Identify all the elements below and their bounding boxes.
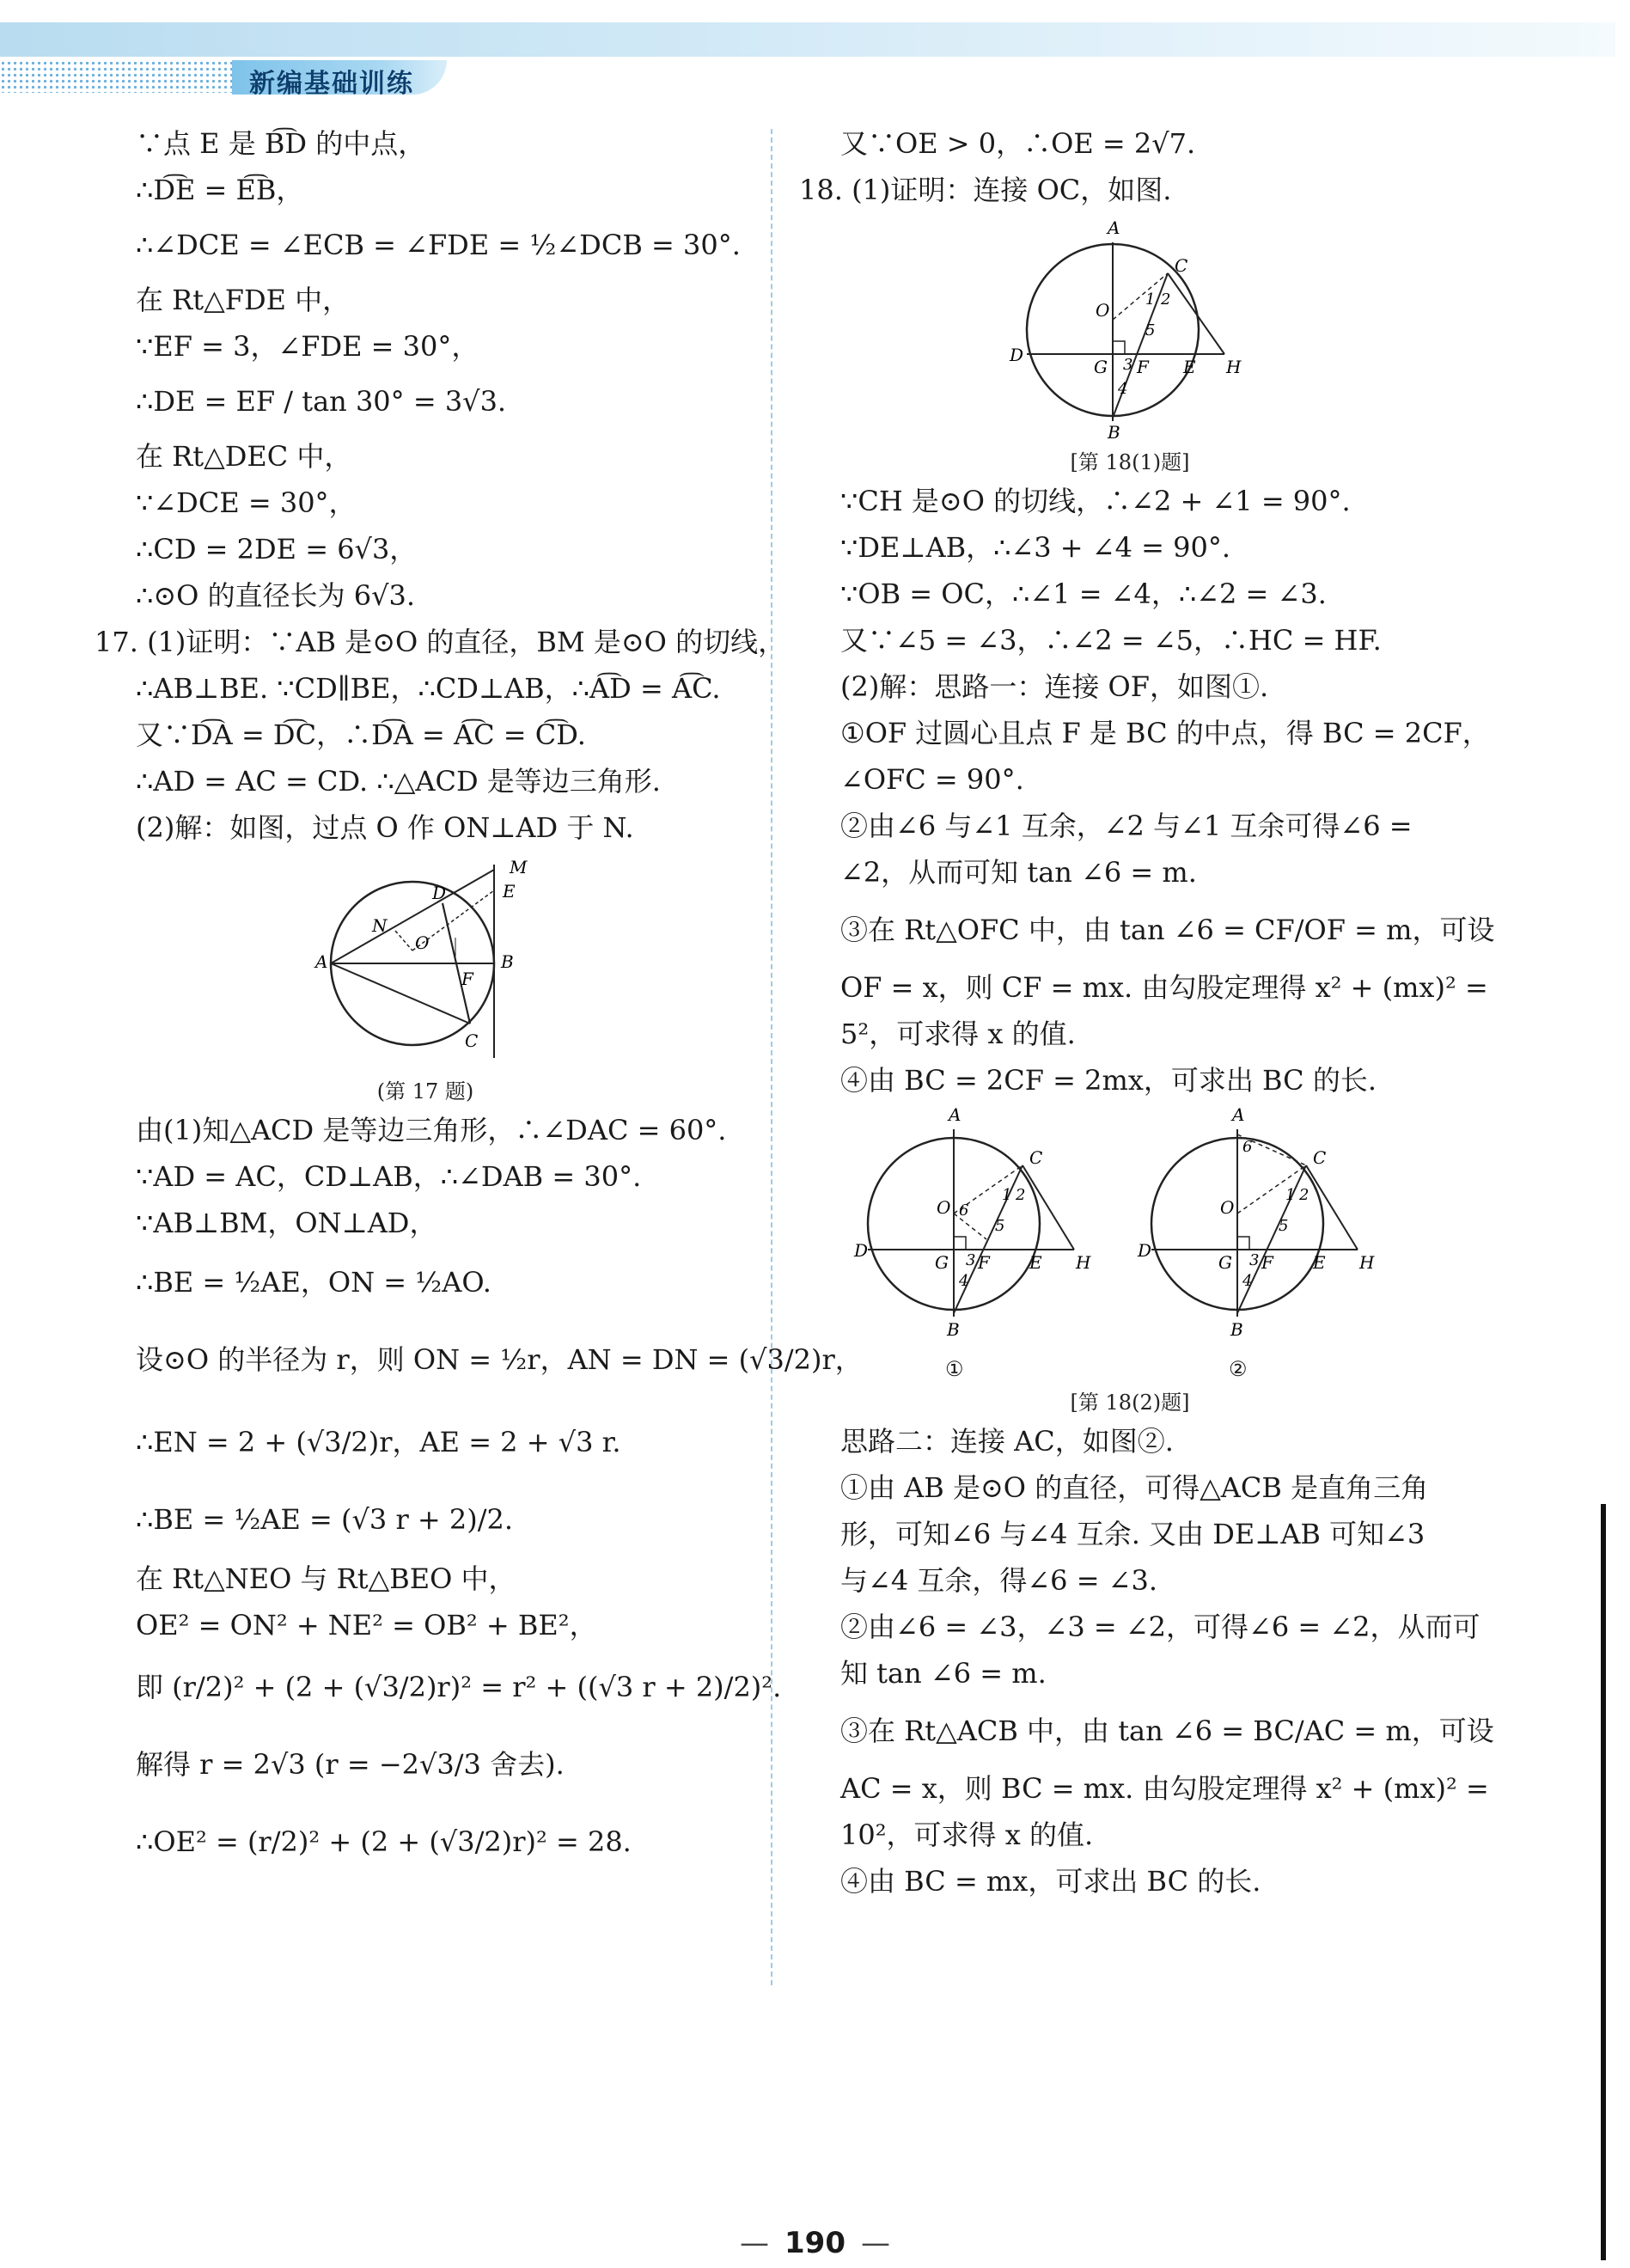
fig18-2a-label: G bbox=[935, 1252, 949, 1273]
fig18-1-label: B bbox=[1108, 422, 1120, 443]
figure-18-2-b bbox=[1138, 1103, 1401, 1344]
text-line: 又∵D͡A = D͡C，∴D͡A = A͡C = C͡D. bbox=[136, 718, 586, 751]
text-line: 知 tan ∠6 = m. bbox=[840, 1657, 1047, 1690]
text-line: ②由∠6 与∠1 互余，∠2 与∠1 互余可得∠6 = bbox=[840, 810, 1413, 842]
text-line: ∵OB = OC，∴∠1 = ∠4，∴∠2 = ∠3. bbox=[840, 578, 1327, 610]
text-line: ∵点 E 是 B͡D 的中点， bbox=[136, 127, 426, 160]
text-line: ∠OFC = 90°. bbox=[840, 763, 1024, 796]
text-line: 设⊙O 的半径为 r，则 ON = ½r，AN = DN = (√3/2)r， bbox=[136, 1343, 863, 1376]
text-line: 又∵OE > 0，∴OE = 2√7. bbox=[840, 127, 1196, 160]
fig18-1-label: 5 bbox=[1145, 321, 1156, 339]
text-line: ∴EN = 2 + (√3/2)r，AE = 2 + √3 r. bbox=[136, 1426, 621, 1458]
text-line: ∵∠DCE = 30°， bbox=[136, 486, 357, 519]
text-line: 5²，可求得 x 的值. bbox=[840, 1018, 1076, 1050]
fig17-label: F bbox=[461, 969, 473, 989]
figure-17 bbox=[314, 856, 537, 1071]
fig18-1-caption: [第 18(1)题] bbox=[1070, 450, 1190, 474]
text-line: ∴OE² = (r/2)² + (2 + (√3/2)r)² = 28. bbox=[136, 1825, 632, 1858]
fig18-2a-label: 5 bbox=[995, 1217, 1005, 1235]
fig18-1-label: 3 bbox=[1123, 356, 1133, 374]
page-number: — 190 — bbox=[740, 2226, 890, 2260]
text-line: OF = x，则 CF = mx. 由勾股定理得 x² + (mx)² = bbox=[840, 971, 1488, 1004]
fig18-2b-label: E bbox=[1313, 1252, 1326, 1273]
fig18-2b-label: 5 bbox=[1279, 1217, 1289, 1235]
fig18-1-label: C bbox=[1175, 255, 1188, 276]
fig17-label: O bbox=[415, 932, 430, 953]
text-line: 解得 r = 2√3 (r = −2√3/3 舍去). bbox=[136, 1748, 565, 1781]
fig18-2a-label: E bbox=[1029, 1252, 1042, 1273]
text-line: ②由∠6 = ∠3，∠3 = ∠2，可得∠6 = ∠2，从而可 bbox=[840, 1611, 1480, 1643]
fig18-1-label: A bbox=[1108, 217, 1120, 238]
text-line: 即 (r/2)² + (2 + (√3/2)r)² = r² + ((√3 r + 2)/2)². bbox=[136, 1671, 782, 1703]
text-line: ∴⊙O 的直径长为 6√3. bbox=[136, 579, 416, 612]
figure-18-1 bbox=[992, 218, 1267, 442]
text-line: ∴CD = 2DE = 6√3， bbox=[136, 533, 418, 565]
text-line: ∴∠DCE = ∠ECB = ∠FDE = ½∠DCB = 30°. bbox=[136, 229, 741, 261]
fig18-2a-label: 4 bbox=[959, 1272, 969, 1290]
header-band bbox=[0, 22, 1615, 57]
fig18-2b-label: F bbox=[1261, 1252, 1273, 1273]
text-line: 由(1)知△ACD 是等边三角形，∴∠DAC = 60°. bbox=[136, 1114, 727, 1146]
text-line: 形，可知∠6 与∠4 互余. 又由 DE⊥AB 可知∠3 bbox=[840, 1518, 1425, 1550]
text-line: ∴AB⊥BE. ∵CD∥BE，∴CD⊥AB，∴A͡D = A͡C. bbox=[136, 672, 721, 705]
fig18-2b-label: 4 bbox=[1242, 1272, 1253, 1290]
fig18-2a-label: D bbox=[854, 1240, 869, 1261]
text-line: 在 Rt△FDE 中， bbox=[136, 284, 351, 316]
fig18-1-label: O bbox=[1096, 300, 1110, 321]
fig17-caption: (第 17 题) bbox=[376, 1079, 474, 1103]
text-line: ∠2，从而可知 tan ∠6 = m. bbox=[840, 856, 1197, 889]
question-18-heading: 18. (1)证明：连接 OC，如图. bbox=[799, 174, 1172, 206]
fig18-2b-label: G bbox=[1218, 1252, 1232, 1273]
fig18-1-label: D bbox=[1010, 345, 1024, 365]
fig18-2b-label: 1 bbox=[1285, 1186, 1296, 1204]
text-line: ∴BE = ½AE = (√3 r + 2)/2. bbox=[136, 1503, 514, 1536]
fig18-2b-label: 2 bbox=[1299, 1186, 1309, 1204]
fig18-1-label: 1 bbox=[1145, 290, 1156, 309]
fig17-label: B bbox=[501, 951, 514, 972]
text-line: OE² = ON² + NE² = OB² + BE²， bbox=[136, 1609, 597, 1641]
fig18-1-label: F bbox=[1137, 357, 1149, 377]
text-line: AC = x，则 BC = mx. 由勾股定理得 x² + (mx)² = bbox=[840, 1772, 1489, 1805]
fig18-2b-label: C bbox=[1313, 1147, 1327, 1168]
fig18-2a-label: 1 bbox=[1002, 1186, 1012, 1204]
fig17-label: D bbox=[432, 883, 447, 903]
text-line: ∴AD = AC = CD. ∴△ACD 是等边三角形. bbox=[136, 765, 661, 798]
text-line: (2)解：如图，过点 O 作 ON⊥AD 于 N. bbox=[136, 811, 634, 844]
fig17-label: C bbox=[465, 1030, 479, 1051]
page-edge-mark bbox=[1601, 1504, 1606, 2260]
text-line: 与∠4 互余，得∠6 = ∠3. bbox=[840, 1564, 1158, 1597]
question-17-heading: 17. (1)证明：∵AB 是⊙O 的直径，BM 是⊙O 的切线， bbox=[95, 626, 786, 658]
fig18-1-label: G bbox=[1094, 357, 1108, 377]
fig18-1-label: E bbox=[1183, 357, 1196, 377]
text-line: ∴BE = ½AE，ON = ½AO. bbox=[136, 1266, 491, 1299]
text-line: ∴DE = EF / tan 30° = 3√3. bbox=[136, 385, 507, 418]
fig18-2-caption: [第 18(2)题] bbox=[1070, 1391, 1190, 1415]
text-line: 在 Rt△NEO 与 Rt△BEO 中， bbox=[136, 1562, 516, 1595]
fig18-2a-subcaption: ① bbox=[945, 1357, 964, 1381]
text-line: ∴D͡E = E͡B， bbox=[136, 174, 304, 206]
fig18-2a-label: F bbox=[978, 1252, 990, 1273]
text-line: ④由 BC = 2CF = 2mx，可求出 BC 的长. bbox=[840, 1064, 1377, 1097]
header-dot-pattern bbox=[0, 60, 249, 93]
fig18-2a-label: A bbox=[949, 1104, 962, 1125]
figure-18-2-a bbox=[854, 1103, 1117, 1344]
fig18-2b-label: 6 bbox=[1242, 1138, 1253, 1156]
fig18-2b-label: D bbox=[1138, 1240, 1152, 1261]
text-line: 10²，可求得 x 的值. bbox=[840, 1819, 1094, 1851]
text-line: 思路二：连接 AC，如图②. bbox=[840, 1425, 1174, 1458]
fig18-1-label: 4 bbox=[1118, 380, 1128, 398]
text-line: ①OF 过圆心且点 F 是 BC 的中点，得 BC = 2CF， bbox=[840, 717, 1490, 749]
text-line: ①由 AB 是⊙O 的直径，可得△ACB 是直角三角 bbox=[840, 1471, 1429, 1504]
fig18-2a-label: H bbox=[1076, 1252, 1091, 1273]
fig18-2b-label: B bbox=[1230, 1319, 1243, 1340]
fig18-2a-label: O bbox=[937, 1197, 951, 1218]
fig17-label: N bbox=[372, 915, 388, 936]
fig18-2a-label: C bbox=[1029, 1147, 1043, 1168]
fig18-2b-label: A bbox=[1232, 1104, 1245, 1125]
fig18-1-label: H bbox=[1226, 357, 1242, 377]
fig17-label: A bbox=[315, 951, 328, 972]
left-column bbox=[95, 120, 863, 1880]
fig18-2b-subcaption: ② bbox=[1229, 1357, 1248, 1381]
right-column bbox=[799, 120, 1495, 1904]
text-line: ③在 Rt△OFC 中，由 tan ∠6 = CF/OF = m，可设 bbox=[840, 914, 1495, 946]
series-title: 新编基础训练 bbox=[249, 69, 414, 99]
fig17-label: E bbox=[503, 881, 516, 902]
text-line: (2)解：思路一：连接 OF，如图①. bbox=[840, 670, 1269, 703]
fig18-2a-label: 2 bbox=[1016, 1186, 1026, 1204]
text-line: ∵EF = 3，∠FDE = 30°， bbox=[136, 330, 479, 363]
text-line: ④由 BC = mx，可求出 BC 的长. bbox=[840, 1865, 1261, 1898]
figure-18-2-group bbox=[799, 1103, 1461, 1387]
fig18-2b-label: H bbox=[1359, 1252, 1375, 1273]
text-line: 在 Rt△DEC 中， bbox=[136, 440, 352, 473]
fig17-label: M bbox=[510, 857, 528, 877]
fig18-2a-label: B bbox=[947, 1319, 960, 1340]
fig18-2a-label: 3 bbox=[966, 1251, 976, 1269]
fig18-2a-label: 6 bbox=[959, 1201, 969, 1220]
page-number-value: 190 bbox=[784, 2226, 846, 2260]
text-line: ∵AD = AC，CD⊥AB，∴∠DAB = 30°. bbox=[136, 1160, 642, 1193]
text-line: ∵DE⊥AB，∴∠3 + ∠4 = 90°. bbox=[840, 531, 1231, 564]
fig18-2b-label: O bbox=[1220, 1197, 1235, 1218]
fig18-1-label: 2 bbox=[1161, 290, 1171, 309]
fig18-2b-label: 3 bbox=[1249, 1251, 1260, 1269]
text-line: ∵AB⊥BM，ON⊥AD， bbox=[136, 1207, 437, 1239]
text-line: ∵CH 是⊙O 的切线，∴∠2 + ∠1 = 90°. bbox=[840, 485, 1351, 517]
text-line: 又∵∠5 = ∠3，∴∠2 = ∠5，∴HC = HF. bbox=[840, 624, 1382, 657]
text-line: ③在 Rt△ACB 中，由 tan ∠6 = BC/AC = m，可设 bbox=[840, 1715, 1494, 1747]
